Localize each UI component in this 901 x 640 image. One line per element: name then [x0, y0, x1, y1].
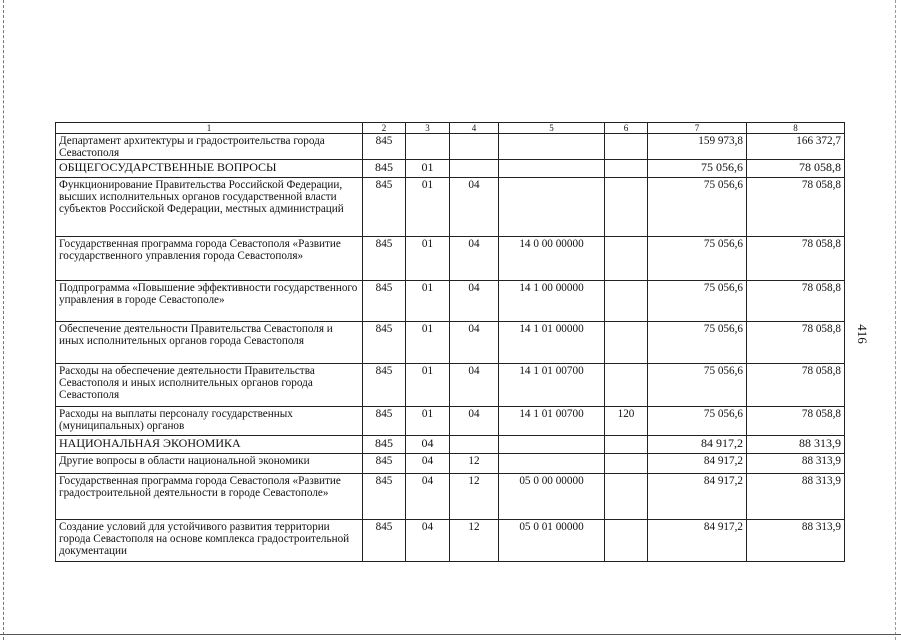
row-year1: 75 056,6 — [648, 364, 747, 407]
row-target: 05 0 00 00000 — [499, 474, 605, 520]
row-section: 01 — [406, 237, 450, 281]
row-code: 845 — [363, 364, 406, 407]
row-code: 845 — [363, 178, 406, 237]
row-year2: 88 313,9 — [747, 436, 845, 454]
row-name: Департамент архитектуры и градостроительства города Севастополя — [56, 134, 363, 160]
row-name: Создание условий для устойчивого развития территории города Севастополя на основе комплекса градостроительной документации — [56, 520, 363, 562]
row-name: Расходы на выплаты персоналу государственных (муниципальных) органов — [56, 407, 363, 436]
table-row — [56, 178, 845, 237]
row-subsection: 04 — [450, 322, 499, 364]
page-number: 416 — [854, 324, 870, 344]
row-section: 01 — [406, 364, 450, 407]
row-year2: 78 058,8 — [747, 178, 845, 237]
row-year2: 166 372,7 — [747, 134, 845, 160]
row-target: 05 0 01 00000 — [499, 520, 605, 562]
row-expense — [605, 160, 648, 178]
row-expense — [605, 281, 648, 322]
column-number: 8 — [747, 123, 845, 134]
scan-edge-bottom — [0, 634, 901, 635]
row-year1: 84 917,2 — [648, 436, 747, 454]
row-name: Государственная программа города Севастополя «Развитие градостроительной деятельности в городе Севастополе» — [56, 474, 363, 520]
row-name: Подпрограмма «Повышение эффективности государственного управления в городе Севастополе» — [56, 281, 363, 322]
row-expense — [605, 454, 648, 474]
scan-edge-left — [3, 0, 4, 640]
row-code: 845 — [363, 520, 406, 562]
row-name: Обеспечение деятельности Правительства Севастополя и иных исполнительных органов города Севастополя — [56, 322, 363, 364]
row-target — [499, 134, 605, 160]
row-year1: 84 917,2 — [648, 474, 747, 520]
row-code: 845 — [363, 436, 406, 454]
row-name: Расходы на обеспечение деятельности Правительства Севастополя и иных исполнительных органов города Севастополя — [56, 364, 363, 407]
row-year2: 78 058,8 — [747, 160, 845, 178]
row-section: 01 — [406, 407, 450, 436]
row-year1: 75 056,6 — [648, 160, 747, 178]
table-row — [56, 364, 845, 407]
row-name: Функционирование Правительства Российской Федерации, высших исполнительных органов государственной власти субъектов Российской Федерации, местных администраций — [56, 178, 363, 237]
row-expense — [605, 364, 648, 407]
row-section: 01 — [406, 178, 450, 237]
row-section: 04 — [406, 454, 450, 474]
row-year1: 75 056,6 — [648, 281, 747, 322]
row-year2: 78 058,8 — [747, 364, 845, 407]
row-section — [406, 134, 450, 160]
row-expense — [605, 237, 648, 281]
row-name: ОБЩЕГОСУДАРСТВЕННЫЕ ВОПРОСЫ — [56, 160, 363, 178]
row-target: 14 0 00 00000 — [499, 237, 605, 281]
column-number: 7 — [648, 123, 747, 134]
table-row — [56, 474, 845, 520]
row-code: 845 — [363, 160, 406, 178]
row-code: 845 — [363, 407, 406, 436]
row-year2: 78 058,8 — [747, 237, 845, 281]
table-row — [56, 520, 845, 562]
row-year1: 75 056,6 — [648, 407, 747, 436]
row-code: 845 — [363, 454, 406, 474]
row-subsection — [450, 160, 499, 178]
row-subsection: 04 — [450, 364, 499, 407]
row-subsection: 12 — [450, 474, 499, 520]
row-section: 01 — [406, 281, 450, 322]
row-target: 14 1 01 00700 — [499, 407, 605, 436]
row-target: 14 1 01 00000 — [499, 322, 605, 364]
row-year1: 75 056,6 — [648, 178, 747, 237]
row-year2: 88 313,9 — [747, 474, 845, 520]
row-target: 14 1 01 00700 — [499, 364, 605, 407]
table-row — [56, 160, 845, 178]
row-expense — [605, 178, 648, 237]
row-target — [499, 160, 605, 178]
table-row — [56, 454, 845, 474]
row-expense — [605, 436, 648, 454]
row-expense — [605, 322, 648, 364]
row-subsection: 04 — [450, 237, 499, 281]
row-year2: 78 058,8 — [747, 407, 845, 436]
budget-table — [55, 122, 845, 562]
column-number: 1 — [56, 123, 363, 134]
row-code: 845 — [363, 322, 406, 364]
row-target — [499, 436, 605, 454]
row-subsection: 04 — [450, 281, 499, 322]
row-expense — [605, 520, 648, 562]
row-name: Государственная программа города Севастополя «Развитие государственного управления города Севастополя» — [56, 237, 363, 281]
table-row — [56, 134, 845, 160]
row-year2: 78 058,8 — [747, 281, 845, 322]
row-year2: 88 313,9 — [747, 520, 845, 562]
row-subsection — [450, 436, 499, 454]
column-number: 6 — [605, 123, 648, 134]
row-subsection: 12 — [450, 520, 499, 562]
row-subsection: 04 — [450, 407, 499, 436]
row-code: 845 — [363, 281, 406, 322]
row-section: 04 — [406, 436, 450, 454]
table-row — [56, 436, 845, 454]
row-year1: 75 056,6 — [648, 322, 747, 364]
column-number: 5 — [499, 123, 605, 134]
table-row — [56, 407, 845, 436]
table-row — [56, 237, 845, 281]
row-code: 845 — [363, 474, 406, 520]
row-section: 01 — [406, 160, 450, 178]
row-subsection — [450, 134, 499, 160]
row-name: НАЦИОНАЛЬНАЯ ЭКОНОМИКА — [56, 436, 363, 454]
row-target: 14 1 00 00000 — [499, 281, 605, 322]
table-row — [56, 281, 845, 322]
column-number: 4 — [450, 123, 499, 134]
row-target — [499, 178, 605, 237]
row-expense — [605, 474, 648, 520]
row-subsection: 12 — [450, 454, 499, 474]
row-target — [499, 454, 605, 474]
row-expense — [605, 134, 648, 160]
column-number: 2 — [363, 123, 406, 134]
row-year1: 159 973,8 — [648, 134, 747, 160]
column-number: 3 — [406, 123, 450, 134]
row-year1: 84 917,2 — [648, 520, 747, 562]
row-name: Другие вопросы в области национальной экономики — [56, 454, 363, 474]
row-expense: 120 — [605, 407, 648, 436]
row-section: 01 — [406, 322, 450, 364]
row-section: 04 — [406, 520, 450, 562]
scan-edge-right — [895, 0, 896, 640]
row-subsection: 04 — [450, 178, 499, 237]
column-number-row — [56, 123, 845, 134]
table-row — [56, 322, 845, 364]
row-code: 845 — [363, 237, 406, 281]
row-year2: 88 313,9 — [747, 454, 845, 474]
row-section: 04 — [406, 474, 450, 520]
row-year2: 78 058,8 — [747, 322, 845, 364]
row-code: 845 — [363, 134, 406, 160]
row-year1: 75 056,6 — [648, 237, 747, 281]
row-year1: 84 917,2 — [648, 454, 747, 474]
